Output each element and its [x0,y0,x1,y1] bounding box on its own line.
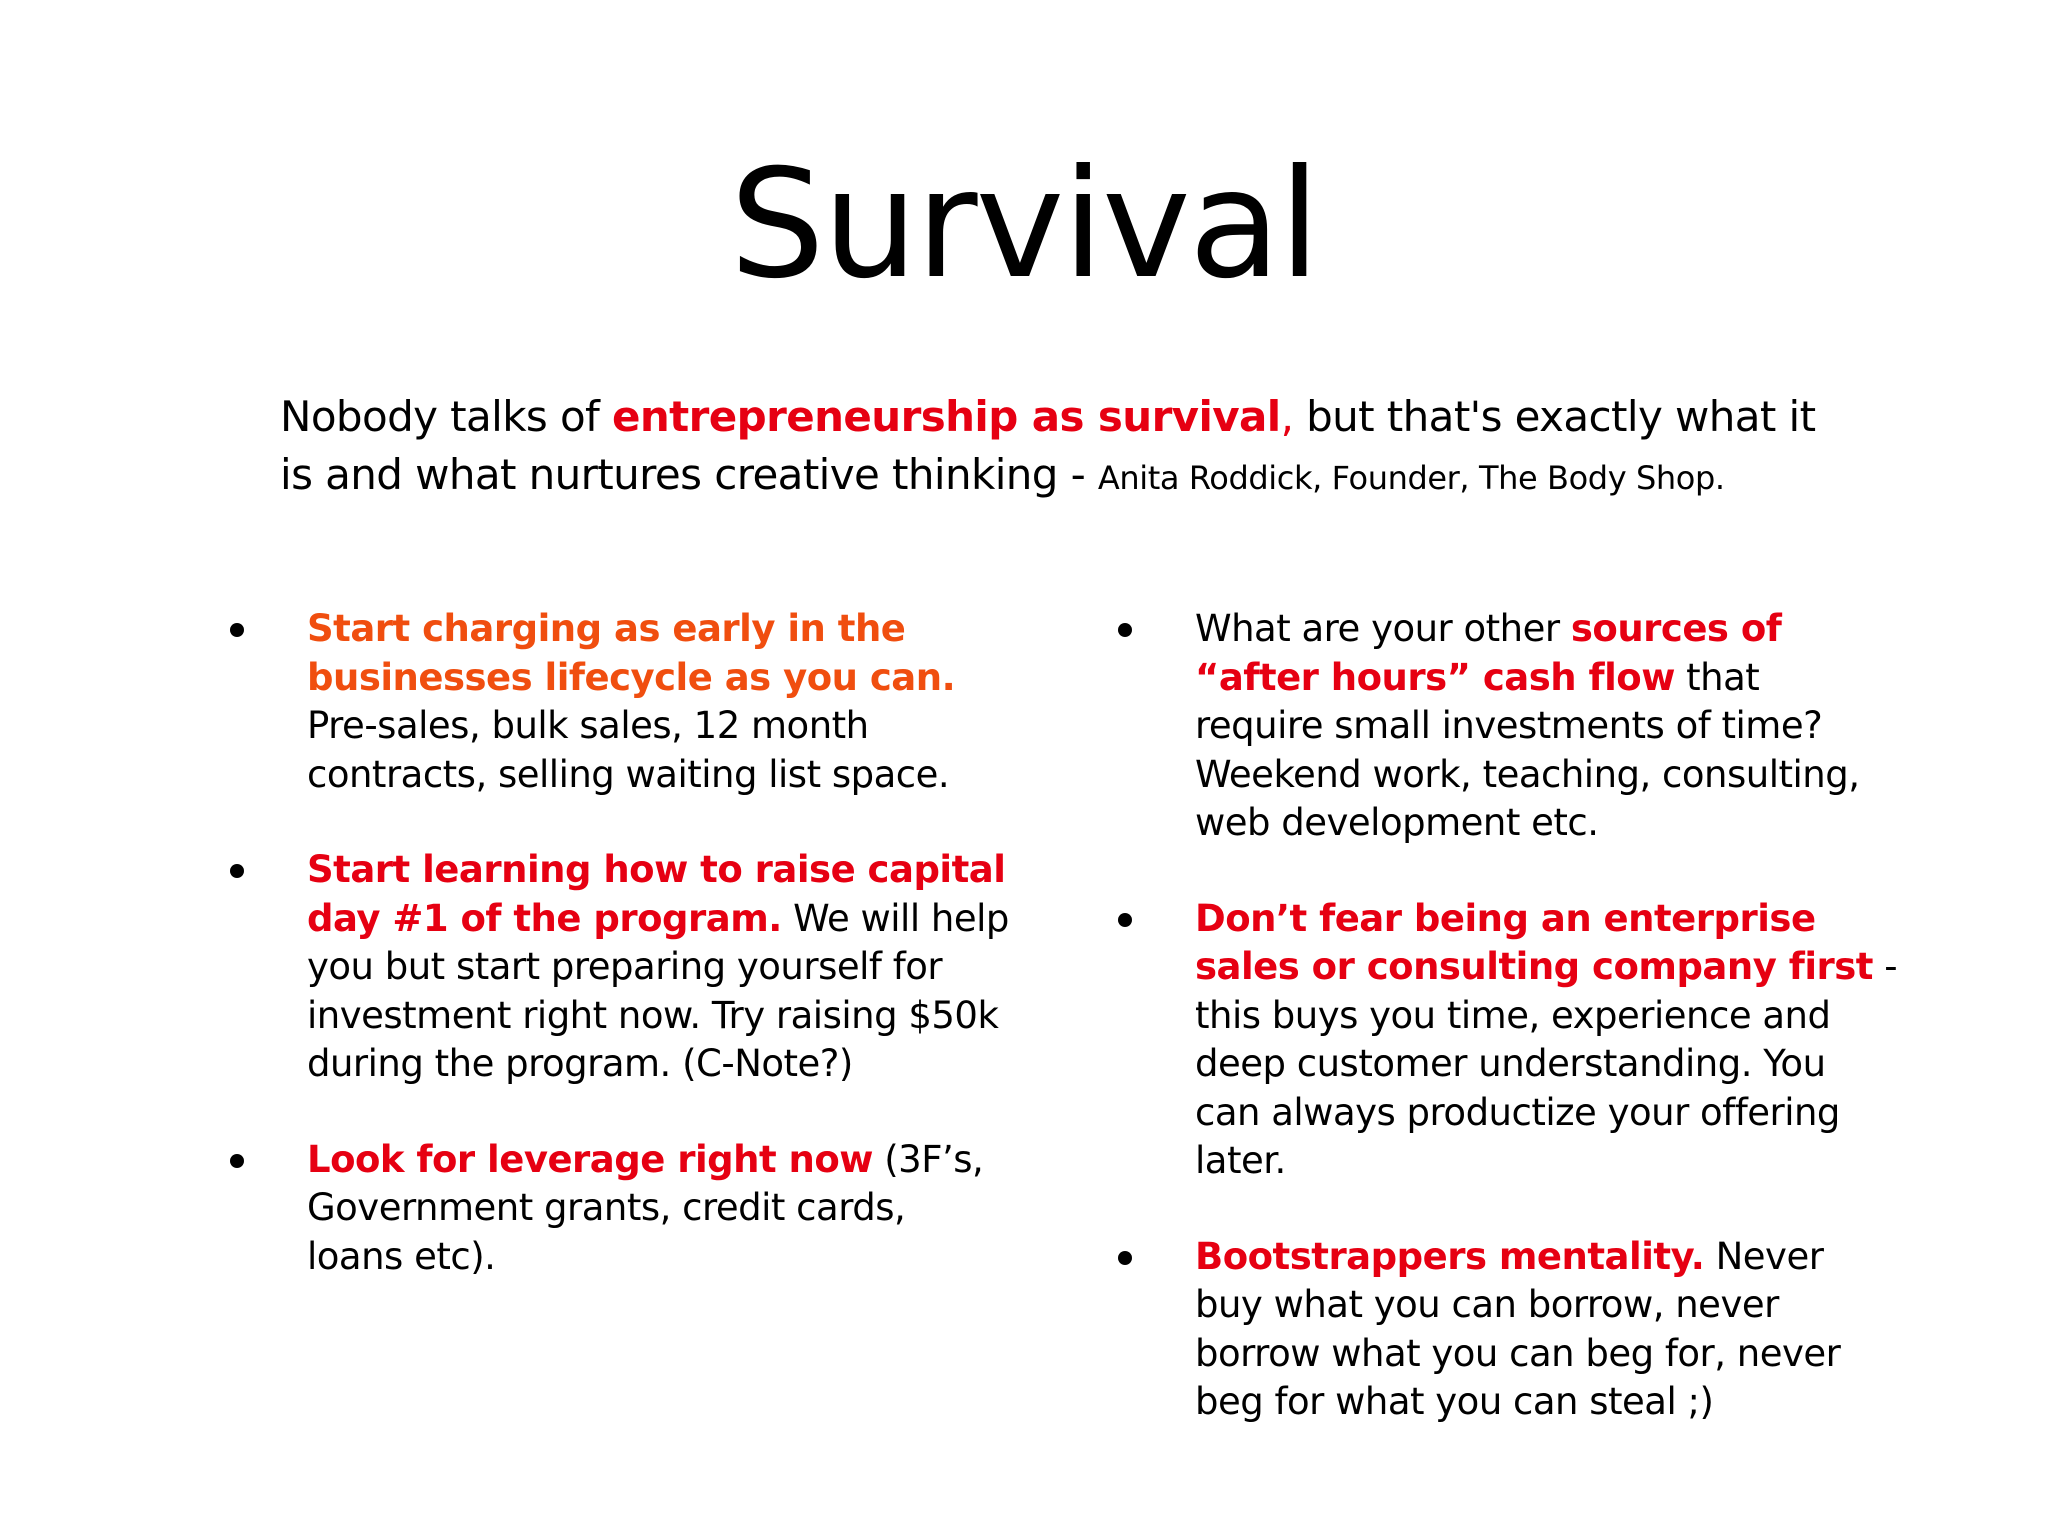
bullet-text: - this buys you time, experience and deep customer understanding. You can always productize your offering later. [1195,945,1898,1182]
bullet-highlight: sources of “after hours” cash flow [1195,607,1782,699]
bullet-dot-icon [1118,913,1132,927]
quote-rest: but that's exactly what it is and what nurtures creative thinking - [280,392,1816,499]
right-bullet-list [1118,605,1898,1427]
bullet-highlight: Start learning how to raise capital day #1 of the program. [307,848,1006,940]
bullet-dot-icon [1118,1251,1132,1265]
quote [280,388,1840,507]
bullet-leverage [230,1136,1010,1282]
bullet-highlight: Don’t fear being an enterprise sales or consulting company first [1195,896,1873,988]
quote-highlight: entrepreneurship as survival [612,392,1281,441]
quote-attribution: Anita Roddick, Founder, The Body Shop. [1097,459,1725,497]
bullet-text: (3F’s, Government grants, credit cards, loans etc). [307,1137,984,1278]
bullet-dot-icon [230,1154,244,1168]
bullet-dot-icon [230,864,244,878]
bullet-start-charging [230,605,1010,799]
quote-comma: , [1280,392,1294,441]
bullet-text: that require small investments of time? Weekend work, teaching, consulting, web development etc. [1195,655,1860,844]
bullet-highlight: Start charging as early in the businesses lifecycle as you can. [307,607,956,699]
bullet-lead: What are your other [1195,607,1571,650]
bullet-dot-icon [1118,623,1132,637]
bullet-text: Never buy what you can borrow, never borrow what you can beg for, never beg for what you can steal ;) [1195,1234,1841,1423]
bullet-highlight: Look for leverage right now [307,1137,873,1181]
bullet-dot-icon [230,623,244,637]
bullet-text: Pre-sales, bulk sales, 12 month contracts, selling waiting list space. [307,704,950,796]
bullet-bootstrappers [1118,1233,1898,1427]
quote-lead: Nobody talks of [280,392,612,441]
bullet-enterprise-sales [1118,895,1898,1186]
bullet-raise-capital [230,846,1010,1089]
left-bullet-list [230,605,1010,1281]
bullet-after-hours-cash-flow [1118,605,1898,848]
bullet-text: We will help you but start preparing yourself for investment right now. Try raising $50k during the program. (C-Note?) [307,896,1009,1085]
bullet-highlight: Bootstrappers mentality. [1195,1234,1705,1278]
slide-title: Survival [729,138,1319,312]
